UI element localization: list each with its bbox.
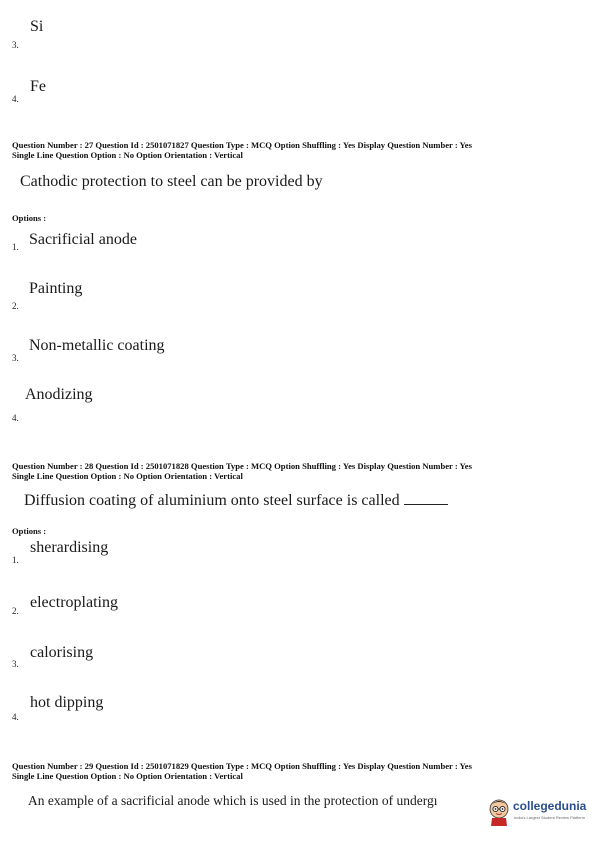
- brand-name: collegedunia: [513, 799, 587, 813]
- question-meta: [12, 761, 472, 781]
- option-number: 3.: [12, 40, 19, 50]
- option-text: Painting: [29, 280, 83, 297]
- question-text: An example of a sacrificial anode which is used in the protection of undergı: [28, 793, 438, 808]
- options-label: Options :: [12, 526, 47, 536]
- option-text: Non-metallic coating: [29, 337, 165, 354]
- question-text: Cathodic protection to steel can be provided by: [20, 173, 323, 190]
- option-text: calorising: [30, 644, 94, 661]
- question-text: [24, 492, 448, 510]
- option-text: Fe: [30, 78, 46, 95]
- option-number: 3.: [12, 353, 19, 363]
- option-text: Si: [30, 18, 44, 35]
- option-number: 2.: [12, 606, 19, 616]
- option-number: 4.: [12, 712, 19, 722]
- option-number: 1.: [12, 555, 19, 565]
- option-number: 2.: [12, 301, 19, 311]
- option-text: hot dipping: [30, 694, 104, 711]
- question-meta-line2: Single Line Question Option : No Option Orientation : Vertical: [12, 150, 243, 160]
- option-text: electroplating: [30, 594, 118, 611]
- option-number: 1.: [12, 242, 19, 252]
- option-text: Anodizing: [25, 386, 93, 403]
- brand-tagline: India's Largest Student Review Platform: [514, 815, 586, 820]
- question-meta-line1: Question Number : 29 Question Id : 2501071829 Question Type : MCQ Option Shuffling : Yes Display Question Number : Yes: [12, 761, 472, 771]
- question-meta-line1: Question Number : 27 Question Id : 2501071827 Question Type : MCQ Option Shuffling : Yes Display Question Number : Yes: [12, 140, 472, 150]
- question-meta: [12, 140, 472, 160]
- options-label: Options :: [12, 213, 47, 223]
- answer-blank: [404, 503, 448, 505]
- option-text: sherardising: [30, 539, 109, 556]
- collegedunia-logo: [487, 796, 587, 830]
- option-number: 4.: [12, 413, 19, 423]
- option-text: Sacrificial anode: [29, 231, 137, 248]
- question-meta-line2: Single Line Question Option : No Option Orientation : Vertical: [12, 771, 243, 781]
- question-meta-line2: Single Line Question Option : No Option Orientation : Vertical: [12, 471, 243, 481]
- option-number: 4.: [12, 94, 19, 104]
- option-number: 3.: [12, 659, 19, 669]
- mascot-icon: [487, 798, 511, 826]
- question-meta-line1: Question Number : 28 Question Id : 2501071828 Question Type : MCQ Option Shuffling : Yes Display Question Number : Yes: [12, 461, 472, 471]
- question-text-content: Diffusion coating of aluminium onto steel surface is called: [24, 492, 400, 509]
- question-meta: [12, 461, 472, 481]
